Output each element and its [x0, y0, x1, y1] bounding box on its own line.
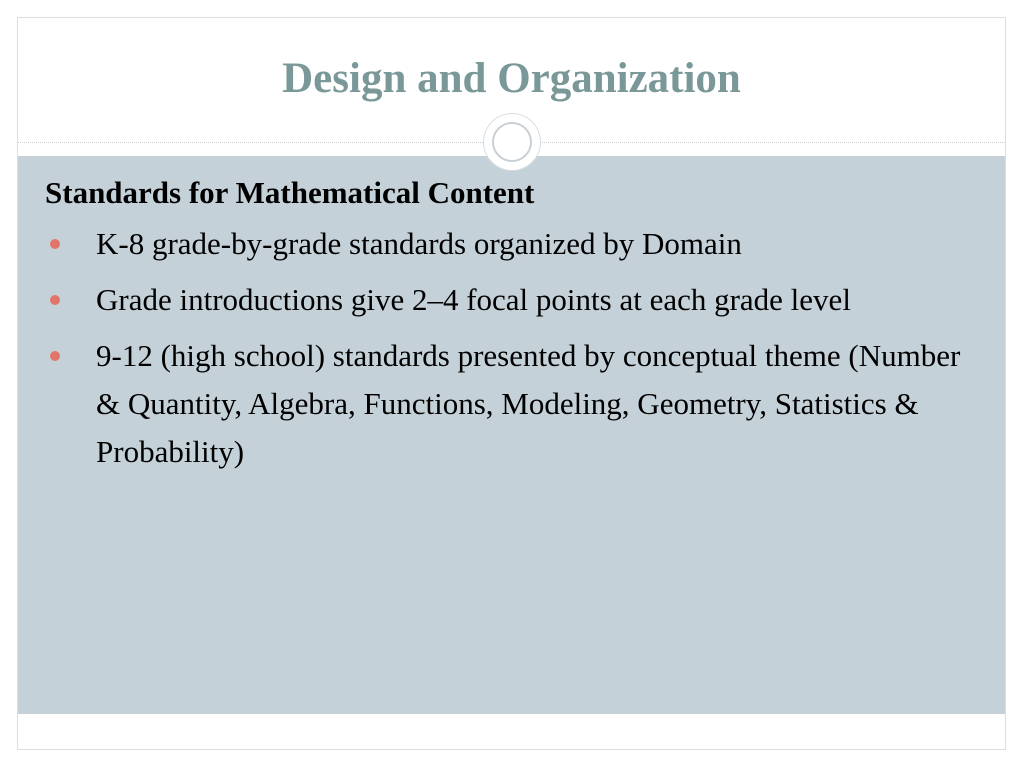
slide-body — [45, 170, 965, 484]
slide-title: Design and Organization — [282, 55, 741, 102]
bullet-item — [45, 276, 965, 324]
bullet-dot-icon — [50, 239, 60, 249]
bullet-item — [45, 220, 965, 268]
bullet-text: Grade introductions give 2–4 focal points at each grade level — [96, 282, 851, 317]
bullet-text: K-8 grade-by-grade standards organized by Domain — [96, 226, 742, 261]
bullet-text: 9-12 (high school) standards presented by conceptual theme (Number & Quantity, Algebra, Functions, Modeling, Geometry, Statistics & Probability) — [96, 338, 961, 469]
bullet-dot-icon — [50, 295, 60, 305]
section-heading: Standards for Mathematical Content — [45, 175, 535, 210]
bullet-list — [45, 220, 965, 476]
ring-ornament-icon — [484, 114, 540, 170]
bullet-item — [45, 332, 965, 476]
bullet-dot-icon — [50, 351, 60, 361]
